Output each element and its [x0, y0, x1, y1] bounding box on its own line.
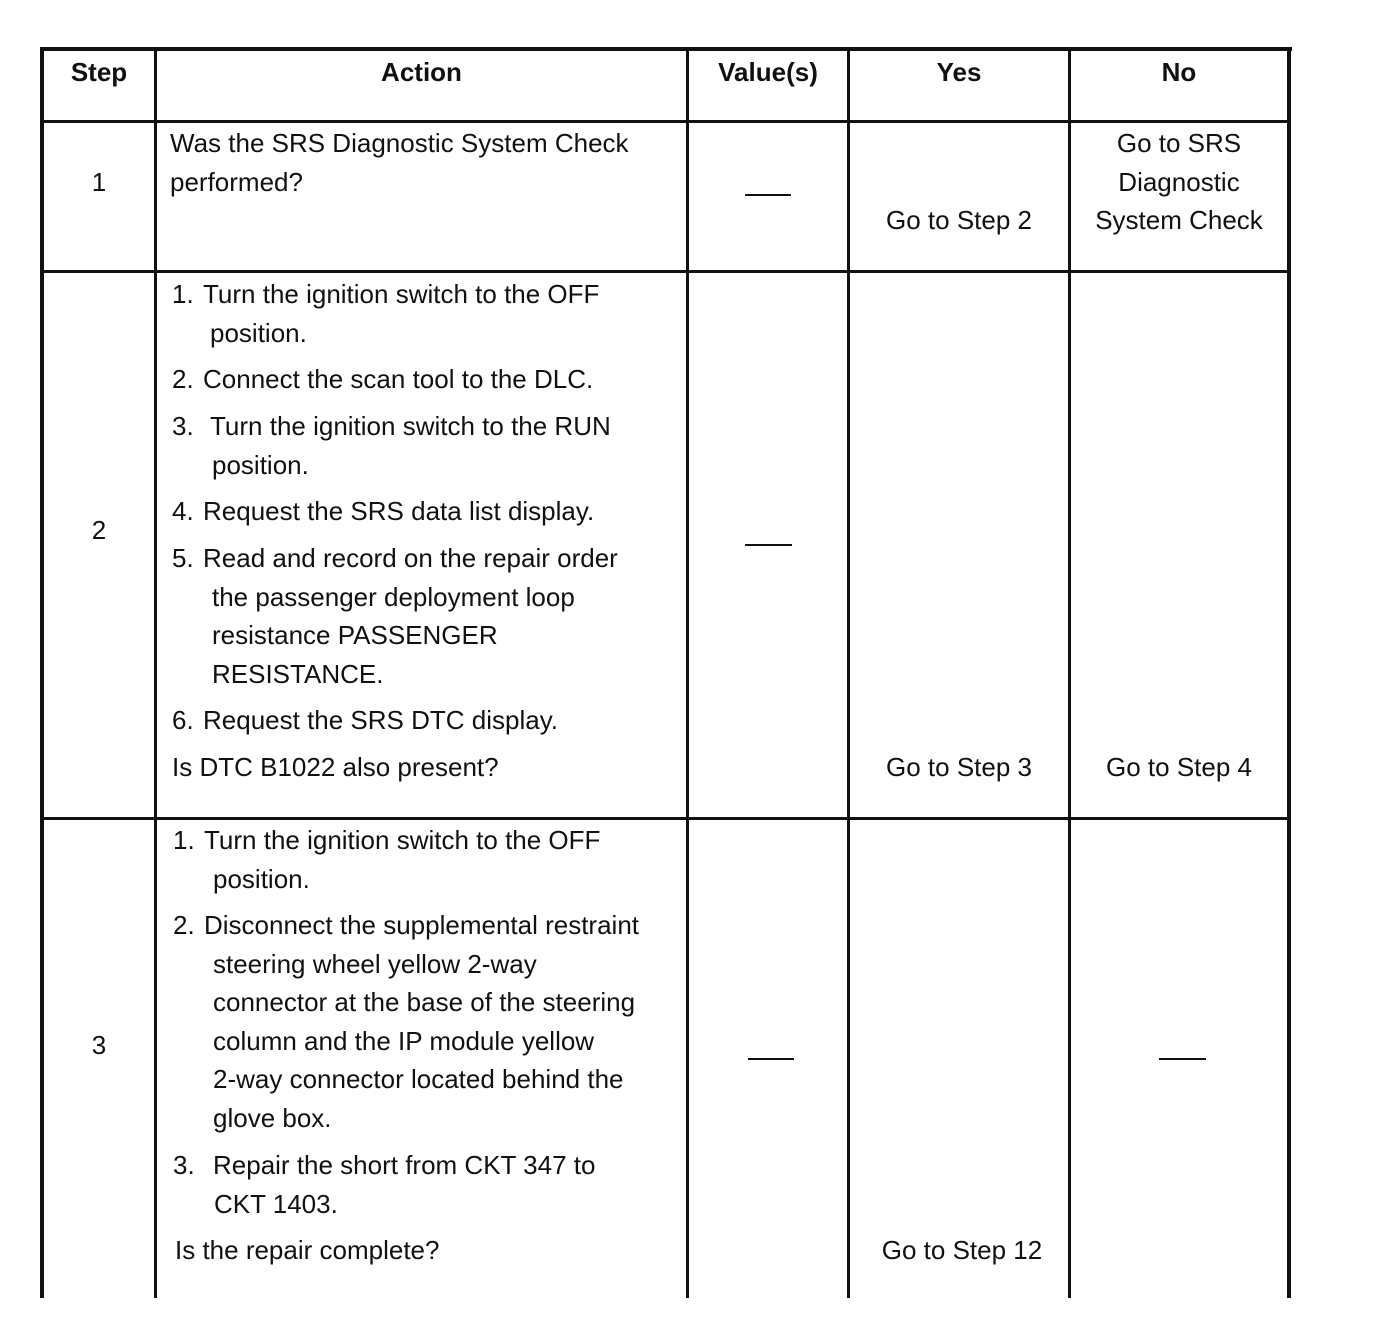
action-question: Is the repair complete?	[175, 1235, 440, 1265]
value-dash	[745, 544, 792, 546]
border-right	[1287, 47, 1291, 1298]
value-dash	[745, 194, 791, 196]
border-left	[40, 47, 44, 1298]
diagnostic-table: Step Action Value(s) Yes No 1 Was the SRS Diagnostic System Check performed? Go to Step 2 Go to SRS Diagnostic System Check 2 1. Turn the ignition switch to the OFF position. 2. Connect the scan tool to the DLC. 3. Turn the ignition switch to the RUN position. 4. Request the SRS data list display. 5. Read and record on the repair order the passenger deployment loop resistance PASSENGER RESISTANCE. 6. Request the SRS DTC display. Is DTC B1022 also present? Go to Step 3 Go to Step 4 3 1. Turn the ignition switch to the OFF position. 2. Disconnect the supplemental restraint steering wheel yellow 2-way connector at the base of the steering column and the IP module yellow 2-way connector located behind the glove box. 3. Repair the short from CKT 347 to CKT 1403. Is the repair complete? Go to Step 12	[0, 0, 1376, 1336]
no-value-dash	[1159, 1058, 1206, 1060]
header-no: No	[1161, 57, 1197, 87]
action-text-line: Was the SRS Diagnostic System Check	[170, 128, 629, 158]
no-result-line: Go to SRS	[1116, 128, 1242, 158]
header-values: Value(s)	[718, 57, 818, 87]
border-action-values	[686, 47, 689, 1298]
step-number: 3	[91, 1030, 107, 1060]
row1-bottom-border	[42, 270, 1290, 273]
yes-result: Go to Step 3	[886, 752, 1032, 782]
step-number: 1	[91, 167, 107, 197]
no-result-line: Diagnostic	[1118, 167, 1240, 197]
yes-result: Go to Step 12	[881, 1235, 1043, 1265]
yes-result: Go to Step 2	[886, 205, 1032, 235]
header-step: Step	[70, 57, 128, 87]
header-bottom-border	[42, 120, 1290, 123]
action-question: Is DTC B1022 also present?	[172, 752, 499, 782]
no-result-line: System Check	[1095, 205, 1263, 235]
header-yes: Yes	[936, 57, 982, 87]
header-action: Action	[381, 57, 462, 87]
step-number: 2	[91, 515, 107, 545]
no-result: Go to Step 4	[1106, 752, 1252, 782]
row2-bottom-border	[42, 817, 1290, 820]
table-top-border	[40, 47, 1292, 51]
action-text-line: performed?	[170, 167, 303, 197]
border-step-action	[154, 47, 157, 1298]
value-dash	[748, 1058, 794, 1060]
